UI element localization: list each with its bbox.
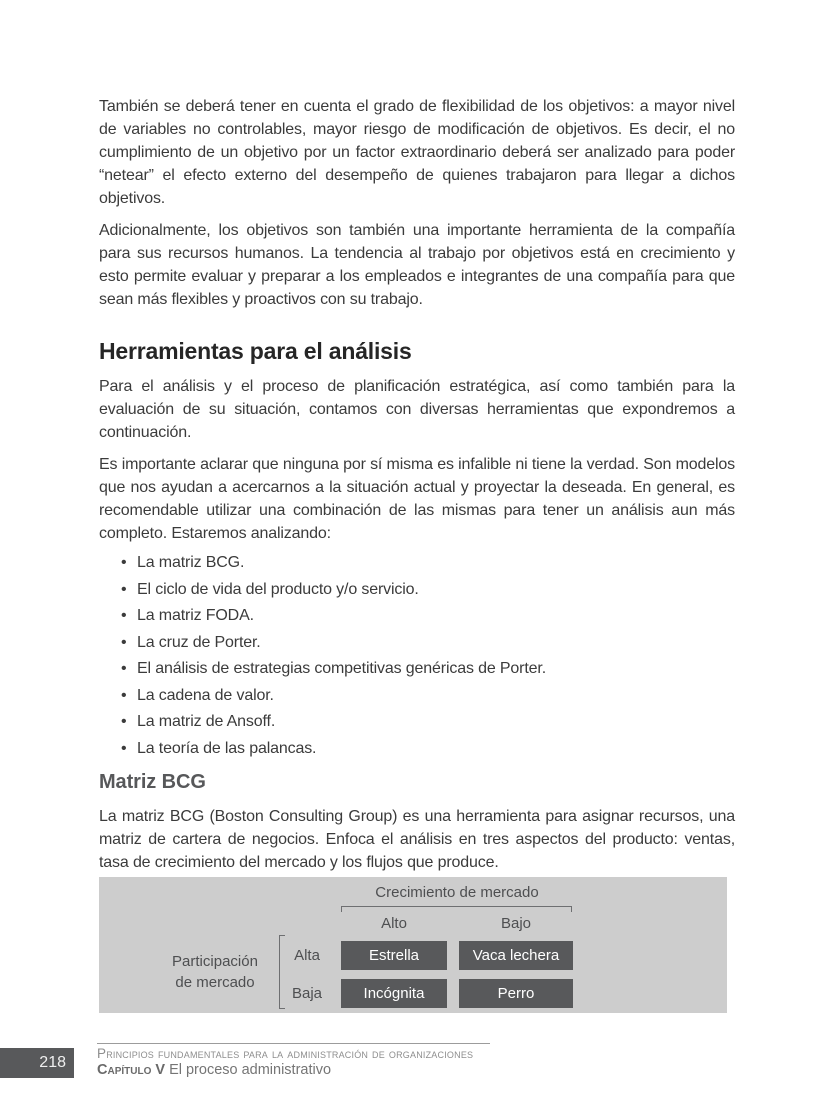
bullet-item: • La cruz de Porter. bbox=[99, 631, 735, 654]
page-number-badge bbox=[0, 1048, 74, 1078]
footer-rule bbox=[97, 1043, 490, 1044]
column-label-alto: Alto bbox=[381, 914, 407, 932]
matrix-cell-incognita: Incógnita bbox=[341, 979, 447, 1008]
content-area bbox=[99, 95, 735, 1013]
footer bbox=[97, 1046, 473, 1078]
paragraph-matriz-bcg: La matriz BCG (Boston Consulting Group) es una herramienta para asignar recursos, una matriz de cartera de negocios. Enfoca el análisis en tres aspectos del producto: ventas, tasa de crecimiento del mercado y los flujos que produce. bbox=[99, 807, 735, 871]
footer-chapter bbox=[97, 1062, 473, 1078]
bullet-item: • La teoría de las palancas. bbox=[99, 737, 735, 760]
bullet-item: • El ciclo de vida del producto y/o servicio. bbox=[99, 578, 735, 601]
subsection-heading-matriz-bcg: Matriz BCG bbox=[99, 770, 206, 793]
row-axis-title-line2: de mercado bbox=[175, 973, 255, 991]
row-label-alta: Alta bbox=[294, 946, 320, 964]
bullet-list-herramientas bbox=[99, 551, 735, 760]
bullet-item: • La cadena de valor. bbox=[99, 684, 735, 707]
paragraph-es-importante: Es importante aclarar que ninguna por sí misma es infalible ni tiene la verdad. Son modelos que nos ayudan a acercarnos a la situación actual y proyectar la deseada. En general, es recomendable utilizar una combinación de las mismas para tener un análisis aun más completo. Estaremos analizando: bbox=[99, 456, 735, 542]
left-bracket bbox=[279, 935, 285, 1009]
matrix-cell-vaca-lechera: Vaca lechera bbox=[459, 941, 573, 970]
footer-chapter-label: Capítulo V bbox=[97, 1062, 166, 1078]
top-bracket bbox=[341, 906, 572, 912]
matrix-cell-perro: Perro bbox=[459, 979, 573, 1008]
footer-chapter-title: El proceso administrativo bbox=[169, 1062, 332, 1078]
column-label-bajo: Bajo bbox=[500, 914, 532, 932]
footer-book-title: Principios fundamentales para la administración de organizaciones bbox=[97, 1046, 474, 1061]
row-label-baja: Baja bbox=[291, 984, 323, 1002]
paragraph-flexibilidad: También se deberá tener en cuenta el grado de flexibilidad de los objetivos: a mayor nivel de variables no controlables, mayor riesgo de modificación de objetivos. Es decir, el no cumplimiento de un objetivo por un factor extraordinario deberá ser analizado para poder “netear” el efecto externo del desempeño de quienes trabajaron para llegar a dichos objetivos. bbox=[99, 98, 735, 207]
page-number: 218 bbox=[39, 1054, 66, 1071]
diagram-column-axis-title: Crecimiento de mercado bbox=[375, 883, 539, 901]
paragraph-adicionalmente: Adicionalmente, los objetivos son también una importante herramienta de la compañía para sus recursos humanos. La tendencia al trabajo por objetivos está en crecimiento y esto permite evaluar y preparar a los empleados e integrantes de una compañía para que sean más flexibles y proactivos con su trabajo. bbox=[99, 222, 735, 308]
row-axis-title-line1: Participación bbox=[172, 952, 258, 970]
diagram-row-axis-title bbox=[147, 951, 283, 993]
matrix-cell-estrella: Estrella bbox=[341, 941, 447, 970]
bullet-item: • La matriz BCG. bbox=[99, 551, 735, 574]
section-heading-herramientas: Herramientas para el análisis bbox=[99, 338, 412, 364]
bcg-matrix-diagram bbox=[99, 877, 727, 1013]
bullet-item: • El análisis de estrategias competitivas genéricas de Porter. bbox=[99, 657, 735, 680]
bullet-item: • La matriz FODA. bbox=[99, 604, 735, 627]
bullet-item: • La matriz de Ansoff. bbox=[99, 710, 735, 733]
paragraph-para-el-analisis: Para el análisis y el proceso de planificación estratégica, así como también para la evaluación de su situación, contamos con diversas herramientas que expondremos a continuación. bbox=[99, 378, 735, 441]
